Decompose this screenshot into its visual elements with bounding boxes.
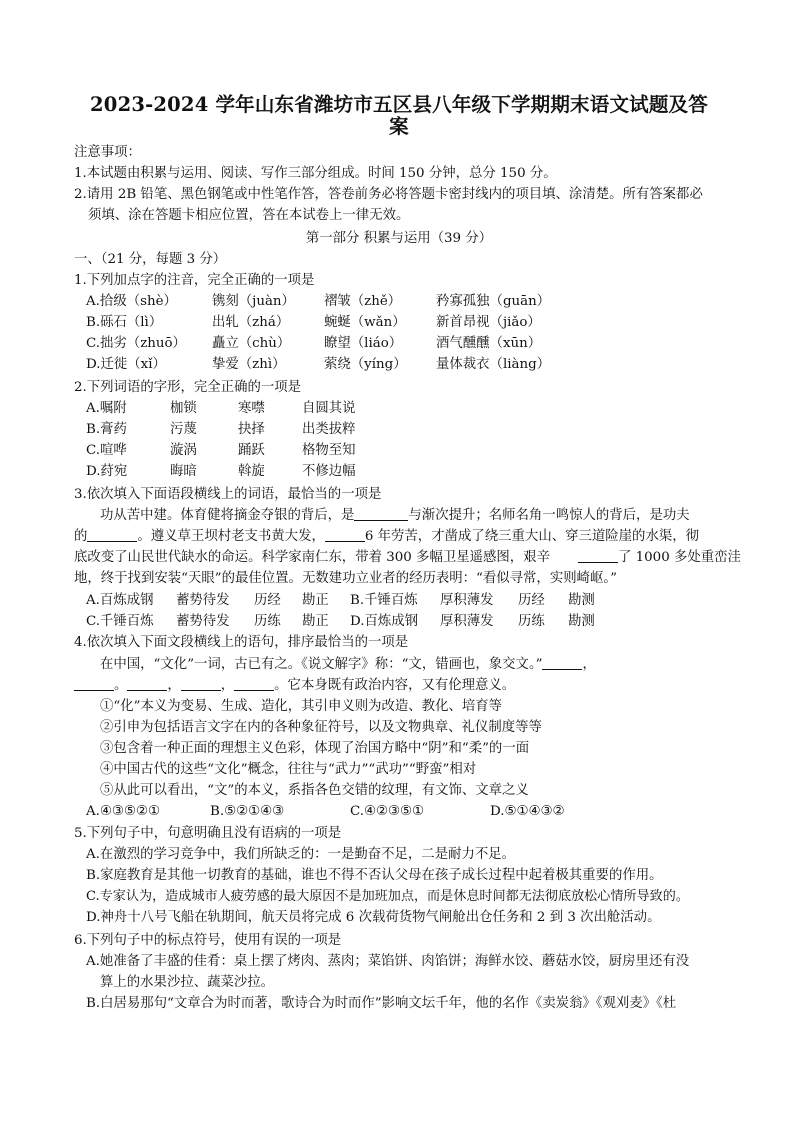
q1-row-d <box>86 354 726 375</box>
q3-b-2: 厚积薄发 <box>440 593 494 608</box>
q3-stem: 3.依次填入下面语段横线上的词语，最恰当的一项是 <box>74 487 382 502</box>
q3-para-line-3: 底改变了山民世代缺水的命运。科学家南仁东，带着 300 多幅卫星遥感图，艰辛 <box>74 550 550 565</box>
q4-opt-d: D.⑤①④③② <box>490 804 565 819</box>
q1-a-4: 矜寡孤独（guān） <box>436 294 551 309</box>
q4-blank-3 <box>127 676 167 691</box>
q3-blank-2 <box>87 527 137 542</box>
title-line-1: 2023-2024 学年山东省潍坊市五区县八年级下学期期末语文试题及答 <box>90 93 708 116</box>
q2-row-d <box>86 461 726 482</box>
q4-item-2: ②引申为包括语言文字在内的各种象征符号，以及文物典章、礼仪制度等等 <box>100 720 542 735</box>
q3-a-1: A.百炼成钢 <box>86 593 154 608</box>
q1-stem: 1.下列加点字的注音，完全正确的一项是 <box>74 273 315 288</box>
q1-a-1: A.拾级（shè） <box>86 294 177 309</box>
q1-a-2: 镌刻（juàn） <box>212 294 295 309</box>
q2-a-4: 自圆其说 <box>302 401 356 416</box>
q5-stem: 5.下列句子中，句意明确且没有语病的一项是 <box>74 826 342 841</box>
q5-opt-c: C.专家认为，造成城市人疲劳感的最大原因不是加班加点，而是休息时间都无法彻底放松心情所导致的。 <box>86 889 689 904</box>
q3-d-3: 历练 <box>518 614 545 629</box>
q3-blank-4 <box>578 548 618 563</box>
q3-a-2: 蓄势待发 <box>176 593 230 608</box>
q3-para-line-2 <box>74 526 699 547</box>
q4-options <box>86 801 726 822</box>
q2-b-1: B.膏药 <box>86 422 127 437</box>
q1-c-2: 矗立（chù） <box>212 336 291 351</box>
q4-item-5: ⑤从此可以看出，“文”的本义，系指各色交错的纹理，有文饰、文章之义 <box>100 783 529 798</box>
q1-b-1: B.砾石（lì） <box>86 315 163 330</box>
q4-opt-a: A.④③⑤②① <box>86 804 160 819</box>
q3-c-1: C.千锤百炼 <box>86 614 154 629</box>
q2-c-4: 格物至知 <box>302 443 356 458</box>
exam-title <box>74 94 724 138</box>
part1-heading: 第一部分 积累与运用（39 分） <box>305 231 493 246</box>
q2-c-1: C.喧哗 <box>86 443 127 458</box>
q4-stem: 4.依次填入下面文段横线上的语句，排序最恰当的一项是 <box>74 635 409 650</box>
q2-b-4: 出类拔粹 <box>302 422 356 437</box>
q6-opt-b-line-1: B.白居易那句“文章合为时而著，歌诗合为时而作”影响文坛千年，他的名作《卖炭翁》《观刈麦》《杜 <box>86 996 677 1011</box>
q5-opt-b: B.家庭教育是其他一切教育的基础，谁也不得不否认父母在孩子成长过程中起着极其重要的作用。 <box>86 868 663 883</box>
q1-c-1: C.拙劣（zhuō） <box>86 336 186 351</box>
q3-blank-3 <box>325 527 365 542</box>
q1-d-3: 萦绕（yíng） <box>324 357 407 372</box>
q3-c-4: 勘正 <box>302 614 329 629</box>
q1-row-b <box>86 312 726 333</box>
q6-opt-a-line-1: A.她准备了丰盛的佳肴：桌上摆了烤肉、蒸肉；菜馅饼、肉馅饼；海鲜水饺、蘑菇水饺，厨房里还有没 <box>86 954 690 969</box>
q2-stem: 2.下列词语的字形，完全正确的一项是 <box>74 380 302 395</box>
title-line-2: 案 <box>389 115 409 138</box>
q6-opt-a-line-2: 算上的水果沙拉、蔬菜沙拉。 <box>100 975 275 990</box>
q2-row-a <box>86 398 726 419</box>
q3-blank-1 <box>354 506 408 521</box>
notice-item-2b: 须填、涂在答题卡相应位置，答在本试卷上一律无效。 <box>88 208 410 223</box>
q3-b-1: B.千锤百炼 <box>350 593 418 608</box>
q1-b-3: 蜿蜒（wǎn） <box>324 315 406 330</box>
q3-options-row-1 <box>86 590 726 611</box>
q2-row-c <box>86 440 726 461</box>
q2-c-2: 漩涡 <box>170 443 197 458</box>
notice-heading: 注意事项： <box>74 145 141 160</box>
q3-a-4: 勘正 <box>302 593 329 608</box>
q3-d-2: 厚积薄发 <box>440 614 494 629</box>
q3-para-line-1 <box>100 505 690 526</box>
q3-p1b: 与渐次提升；名师名角一鸣惊人的背后，是功夫 <box>408 508 690 523</box>
q5-opt-a: A.在激烈的学习竞争中，我们所缺乏的：一是勤奋不足，二是耐力不足。 <box>86 847 516 862</box>
q3-p2a: 的 <box>74 529 88 544</box>
q4-p1: 在中国，“文化”一词，古已有之。《说文解字》称：“文，错画也，象交文。” <box>100 657 543 672</box>
q1-b-4: 新首昂视（jiǎo） <box>436 315 541 330</box>
q1-d-2: 挚爱（zhì） <box>212 357 286 372</box>
q4-p2tail: 。它本身既有政治内容，又有伦理意义。 <box>274 678 516 693</box>
q1-row-c <box>86 333 726 354</box>
q2-a-2: 枷锁 <box>170 401 197 416</box>
q1-c-3: 瞭望（liáo） <box>324 336 403 351</box>
q3-para-line-3-tail <box>578 547 741 568</box>
q3-c-3: 历练 <box>254 614 281 629</box>
q5-opt-d: D.神舟十八号飞船在轨期间，航天员将完成 6 次载荷货物气闸舱出仓任务和 2 到 3 次出舱活动。 <box>86 910 661 925</box>
q3-c-2: 蓄势待发 <box>176 614 230 629</box>
q2-b-2: 污蔑 <box>170 422 197 437</box>
q3-b-4: 勘测 <box>568 593 595 608</box>
q4-item-4: ④中国古代的这些“文化”概念，往往与“武力”“武功”“野蛮”相对 <box>100 762 477 777</box>
q4-opt-b: B.⑤②①④③ <box>210 804 285 819</box>
section-one-heading: 一、（21 分，每题 3 分） <box>74 252 227 267</box>
q4-item-1: ①“化”本义为变易、生成、造化，其引申义则为改造、教化、培育等 <box>100 699 503 714</box>
q1-c-4: 酒气醺醺（xūn） <box>436 336 542 351</box>
q3-p1a: 功从苦中建。体育健将摘金夺银的背后，是 <box>100 508 355 523</box>
q2-d-4: 不修边幅 <box>302 464 356 479</box>
q1-row-a <box>86 291 726 312</box>
q4-blank-5 <box>234 676 274 691</box>
q3-p2b: 。遵义草王坝村老支书黄大发， <box>137 529 325 544</box>
q3-p2c: 6 年劳苦，才凿成了绕三重大山、穿三道险崖的水渠，彻 <box>364 529 700 544</box>
q2-d-1: D.荮宛 <box>86 464 128 479</box>
q3-p3b: 了 1000 多处重峦洼 <box>618 550 741 565</box>
q2-row-b <box>86 419 726 440</box>
q2-a-1: A.嘱附 <box>86 401 127 416</box>
q4-blank-4 <box>181 676 221 691</box>
q4-item-3: ③包含着一种正面的理想主义色彩，体现了治国方略中“阴”和“柔”的一面 <box>100 741 530 756</box>
q2-c-3: 踊跃 <box>238 443 265 458</box>
q1-b-2: 出轧（zhá） <box>212 315 290 330</box>
q4-blank-1 <box>542 655 582 670</box>
q4-blank-2 <box>74 676 114 691</box>
q3-para-line-5: 地，终于找到安装“天眼”的最佳位置。无数建功立业者的经历表明：“看似寻常，实则崎岖。” <box>74 571 617 586</box>
q3-b-3: 历经 <box>518 593 545 608</box>
q2-d-2: 晦暗 <box>170 464 197 479</box>
q3-d-4: 勘测 <box>568 614 595 629</box>
q1-a-3: 褶皱（zhě） <box>324 294 402 309</box>
q4-opt-c: C.④②③⑤① <box>350 804 425 819</box>
q6-stem: 6.下列句子中的标点符号，使用有误的一项是 <box>74 933 342 948</box>
q3-a-3: 历经 <box>254 593 281 608</box>
q2-b-3: 抉择 <box>238 422 265 437</box>
q1-d-1: D.迁徙（xǐ） <box>86 357 166 372</box>
notice-item-1: 1.本试题由积累与运用、阅读、写作三部分组成。时间 150 分钟，总分 150 分。 <box>74 166 557 181</box>
q4-para-line-2: 。 ， ， 。它本身既有政治内容，又有伦理意义。 <box>74 675 515 696</box>
q2-a-3: 寒噤 <box>238 401 265 416</box>
q3-options-row-2 <box>86 611 726 632</box>
q2-d-3: 斡旋 <box>238 464 265 479</box>
q4-para-line-1: 在中国，“文化”一词，古已有之。《说文解字》称：“文，错画也，象交文。” ， <box>100 657 596 672</box>
notice-item-2a: 2.请用 2B 铅笔、黑色钢笔或中性笔作答，答卷前务必将答题卡密封线内的项目填、涂清楚。所有答案都必 <box>74 187 703 202</box>
q3-d-1: D.百炼成钢 <box>350 614 419 629</box>
q1-d-4: 量体裁衣（liàng） <box>436 357 551 372</box>
